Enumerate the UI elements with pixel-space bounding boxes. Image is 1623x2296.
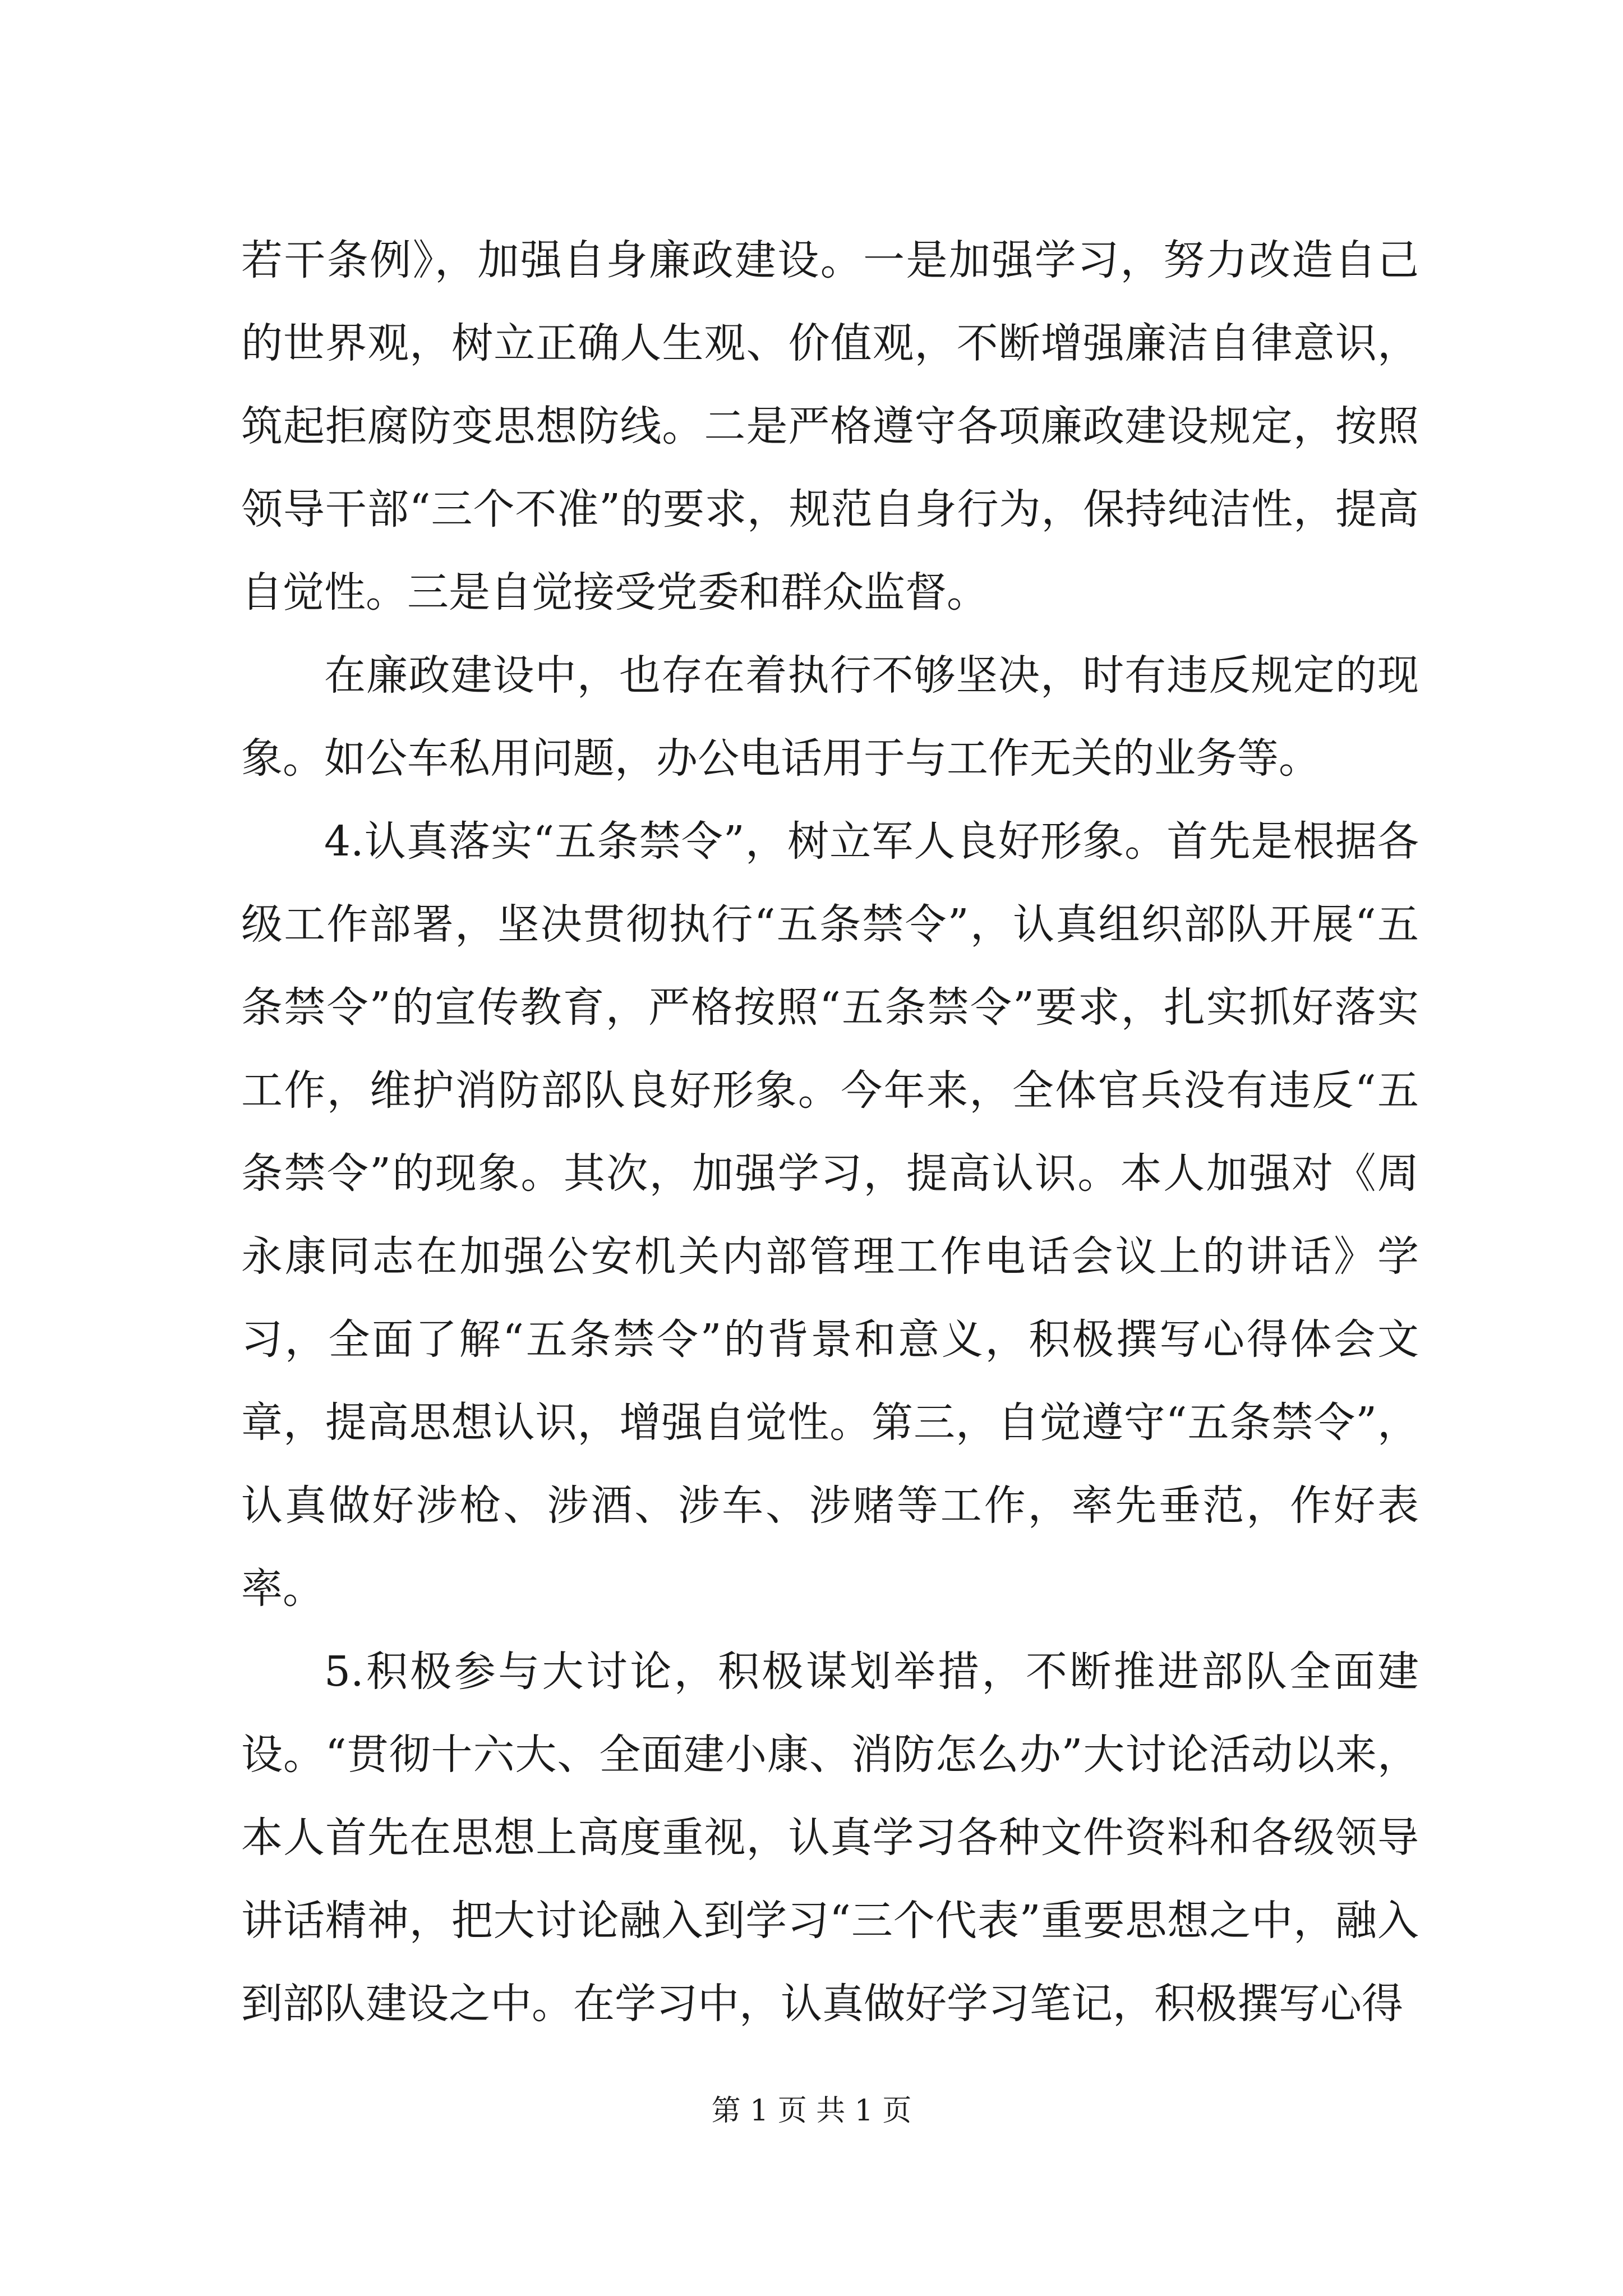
- paragraph-item-5: 5.积极参与大讨论，积极谋划举措，不断推进部队全面建设。“贯彻十六大、全面建小康、消防怎么办”大讨论活动以来，本人首先在思想上高度重视，认真学习各种文件资料和各级领导讲话精神，把大讨论融入到学习“三个代表”重要思想之中，融入到部队建设之中。在学习中，认真做好学习笔记，积极撰写心得: [241, 1648, 1419, 2028]
- document-body: [241, 219, 1419, 2045]
- page-footer: 第 1 页 共 1 页: [711, 2094, 912, 2128]
- paragraph-shortcomings: 在廉政建设中，也存在着执行不够坚决，时有违反规定的现象。如公车私用问题，办公电话用于与工作无关的业务等。: [241, 651, 1419, 783]
- paragraph-continuation: 若干条例》，加强自身廉政建设。一是加强学习，努力改造自己的世界观，树立正确人生观、价值观，不断增强廉洁自律意识，筑起拒腐防变思想防线。二是严格遵守各项廉政建设规定，按照领导干部“三个不准”的要求，规范自身行为，保持纯洁性，提高自觉性。三是自觉接受党委和群众监督。: [241, 236, 1419, 616]
- paragraph-item-4: 4.认真落实“五条禁令”，树立军人良好形象。首先是根据各级工作部署，坚决贯彻执行“五条禁令”，认真组织部队开展“五条禁令”的宣传教育，严格按照“五条禁令”要求，扎实抓好落实工作，维护消防部队良好形象。今年来，全体官兵没有违反“五条禁令”的现象。其次，加强学习，提高认识。本人加强对《周永康同志在加强公安机关内部管理工作电话会议上的讲话》学习，全面了解“五条禁令”的背景和意义，积极撰写心得体会文章，提高思想认识，增强自觉性。第三，自觉遵守“五条禁令”，认真做好涉枪、涉酒、涉车、涉赌等工作，率先垂范，作好表率。: [241, 817, 1419, 1613]
